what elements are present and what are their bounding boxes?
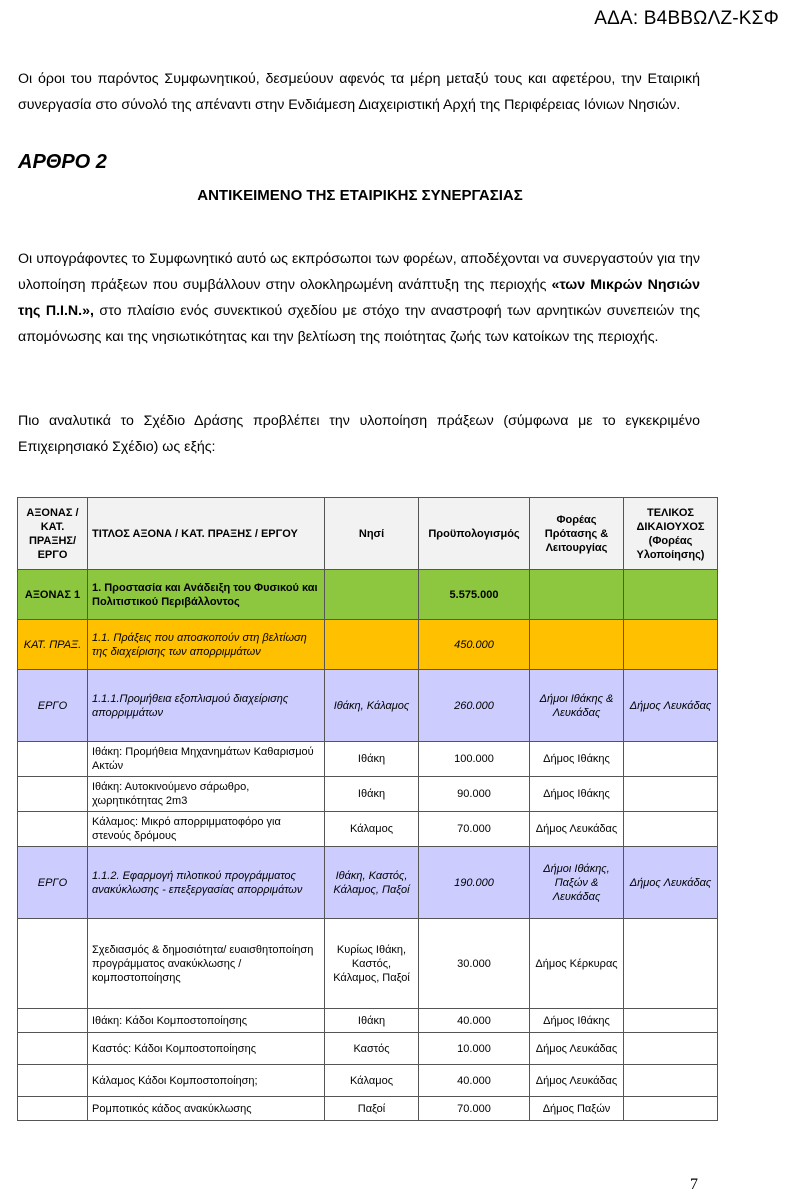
row-island: Ιθάκη, Κάλαμος [325, 670, 419, 742]
row-code: ΚΑΤ. ΠΡΑΞ. [18, 620, 88, 670]
row-island [325, 570, 419, 620]
row-island: Κάλαμος [325, 812, 419, 847]
row-budget: 190.000 [419, 847, 530, 919]
row-title: Ιθάκη: Κάδοι Κομποστοποίησης [88, 1009, 325, 1033]
row-beneficiary [624, 777, 718, 812]
header-budget: Προϋπολογισμός [419, 498, 530, 570]
row-proposer: Δήμος Λευκάδας [530, 1065, 624, 1097]
row-island: Καστός [325, 1033, 419, 1065]
header-axis-code: ΑΞΟΝΑΣ /ΚΑΤ. ΠΡΑΞΗΣ/ ΕΡΓΟ [18, 498, 88, 570]
page-number: 7 [690, 1176, 698, 1193]
table-body [18, 570, 718, 1121]
row-proposer: Δήμος Λευκάδας [530, 1033, 624, 1065]
header-title: ΤΙΤΛΟΣ ΑΞΟΝΑ / ΚΑΤ. ΠΡΑΞΗΣ / ΕΡΓΟΥ [88, 498, 325, 570]
row-beneficiary [624, 1097, 718, 1121]
table-row [18, 670, 718, 742]
row-code [18, 1009, 88, 1033]
row-proposer: Δήμος Κέρκυρας [530, 919, 624, 1009]
row-budget: 40.000 [419, 1065, 530, 1097]
row-island: Κυρίως Ιθάκη, Καστός, Κάλαμος, Παξοί [325, 919, 419, 1009]
row-budget: 260.000 [419, 670, 530, 742]
row-budget: 450.000 [419, 620, 530, 670]
row-beneficiary [624, 919, 718, 1009]
ada-code: ΑΔΑ: Β4ΒΒΩΛΖ-ΚΣΦ [594, 8, 779, 29]
row-island: Ιθάκη [325, 777, 419, 812]
article-paragraph-2: Πιο αναλυτικά το Σχέδιο Δράσης προβλέπει την υλοποίηση πράξεων (σύμφωνα με το εγκεκριμένο Επιχειρησιακό Σχέδιο) ως εξής: [18, 413, 700, 455]
row-proposer: Δήμος Παξών [530, 1097, 624, 1121]
row-code [18, 1097, 88, 1121]
table-row [18, 620, 718, 670]
header-island: Νησί [325, 498, 419, 570]
row-island: Ιθάκη [325, 1009, 419, 1033]
row-island: Κάλαμος [325, 1065, 419, 1097]
row-code: ΕΡΓΟ [18, 670, 88, 742]
row-code [18, 777, 88, 812]
row-proposer: Δήμοι Ιθάκης, Παξών & Λευκάδας [530, 847, 624, 919]
paragraph-text-bold: «των Μικρών Νησιών της Π.Ι.Ν.», [18, 277, 701, 319]
row-proposer: Δήμοι Ιθάκης & Λευκάδας [530, 670, 624, 742]
article-subject: ΑΝΤΙΚΕΙΜΕΝΟ ΤΗΣ ΕΤΑΙΡΙΚΗΣ ΣΥΝΕΡΓΑΣΙΑΣ [197, 187, 523, 204]
row-beneficiary [624, 742, 718, 777]
table-row [18, 777, 718, 812]
row-beneficiary [624, 620, 718, 670]
row-beneficiary [624, 1065, 718, 1097]
row-code: ΕΡΓΟ [18, 847, 88, 919]
row-code [18, 742, 88, 777]
article-paragraph-1 [18, 246, 700, 350]
row-title: 1.1. Πράξεις που αποσκοπούν στη βελτίωση της διαχείρισης των απορριμμάτων [88, 620, 325, 670]
row-beneficiary [624, 812, 718, 847]
row-code [18, 1033, 88, 1065]
row-title: Κάλαμος: Μικρό απορριμματοφόρο για στενούς δρόμους [88, 812, 325, 847]
row-title: 1. Προστασία και Ανάδειξη του Φυσικού και Πολιτιστικού Περιβάλλοντος [88, 570, 325, 620]
header-beneficiary: ΤΕΛΙΚΟΣ ΔΙΚΑΙΟΥΧΟΣ (Φορέας Υλοποίησης) [624, 498, 718, 570]
table-header-row [18, 498, 718, 570]
row-island: Παξοί [325, 1097, 419, 1121]
row-proposer: Δήμος Ιθάκης [530, 1009, 624, 1033]
row-beneficiary [624, 570, 718, 620]
row-code: ΑΞΟΝΑΣ 1 [18, 570, 88, 620]
row-title: Σχεδιασμός & δημοσιότητα/ ευαισθητοποίηση προγράμματος ανακύκλωσης /κομποστοποίησης [88, 919, 325, 1009]
row-budget: 90.000 [419, 777, 530, 812]
row-beneficiary: Δήμος Λευκάδας [624, 847, 718, 919]
table-row [18, 1097, 718, 1121]
row-proposer [530, 570, 624, 620]
table-row [18, 742, 718, 777]
row-proposer: Δήμος Ιθάκης [530, 742, 624, 777]
row-proposer: Δήμος Λευκάδας [530, 812, 624, 847]
row-code [18, 812, 88, 847]
table-row [18, 1033, 718, 1065]
row-island [325, 620, 419, 670]
intro-paragraph: Οι όροι του παρόντος Συμφωνητικού, δεσμεύουν αφενός τα μέρη μεταξύ τους και αφετέρου, την Εταιρική συνεργασία στο σύνολό της απέναντι στην Ενδιάμεση Διαχειριστική Αρχή της Περιφέρειας Ιόνιων Νησιών. [18, 71, 700, 113]
row-budget: 10.000 [419, 1033, 530, 1065]
table-row [18, 1065, 718, 1097]
row-code [18, 919, 88, 1009]
row-title: Ιθάκη: Αυτοκινούμενο σάρωθρο, χωρητικότητας 2m3 [88, 777, 325, 812]
table-row [18, 919, 718, 1009]
row-title: Κάλαμος Κάδοι Κομποστοποίηση; [88, 1065, 325, 1097]
row-budget: 100.000 [419, 742, 530, 777]
action-plan-table [17, 497, 718, 1121]
row-code [18, 1065, 88, 1097]
row-beneficiary: Δήμος Λευκάδας [624, 670, 718, 742]
row-title: 1.1.2. Εφαρμογή πιλοτικού προγράμματος ανακύκλωσης - επεξεργασίας απορριμάτων [88, 847, 325, 919]
row-budget: 40.000 [419, 1009, 530, 1033]
row-title: 1.1.1.Προμήθεια εξοπλισμού διαχείρισης απορριμμάτων [88, 670, 325, 742]
paragraph-text-end: στο πλαίσιο ενός συνεκτικού σχεδίου με στόχο την αναστροφή των αρνητικών συνεπειών της απομόνωσης και της νησιωτικότητας και την βελτίωση της ποιότητας ζωής των κατοίκων της περιοχής. [18, 303, 700, 345]
row-proposer: Δήμος Ιθάκης [530, 777, 624, 812]
row-budget: 30.000 [419, 919, 530, 1009]
row-budget: 70.000 [419, 1097, 530, 1121]
row-title: Καστός: Κάδοι Κομποστοποίησης [88, 1033, 325, 1065]
table-row [18, 812, 718, 847]
row-island: Ιθάκη [325, 742, 419, 777]
row-beneficiary [624, 1009, 718, 1033]
row-title: Ιθάκη: Προμήθεια Μηχανημάτων Καθαρισμού Ακτών [88, 742, 325, 777]
row-budget: 70.000 [419, 812, 530, 847]
header-proposer: Φορέας Πρότασης & Λειτουργίας [530, 498, 624, 570]
row-budget: 5.575.000 [419, 570, 530, 620]
table-row [18, 1009, 718, 1033]
paragraph-text-start: Οι υπογράφοντες το Συμφωνητικό αυτό ως εκπρόσωποι των φορέων, αποδέχονται να συνεργαστούν για την υλοποίηση πράξεων που συμβάλλουν στην ολοκληρωμένη ανάπτυξη της περιοχής [18, 251, 700, 293]
table-row [18, 570, 718, 620]
article-heading: ΑΡΘΡΟ 2 [18, 151, 107, 173]
row-beneficiary [624, 1033, 718, 1065]
row-island: Ιθάκη, Καστός, Κάλαμος, Παξοί [325, 847, 419, 919]
table-row [18, 847, 718, 919]
row-title: Ρομποτικός κάδος ανακύκλωσης [88, 1097, 325, 1121]
row-proposer [530, 620, 624, 670]
